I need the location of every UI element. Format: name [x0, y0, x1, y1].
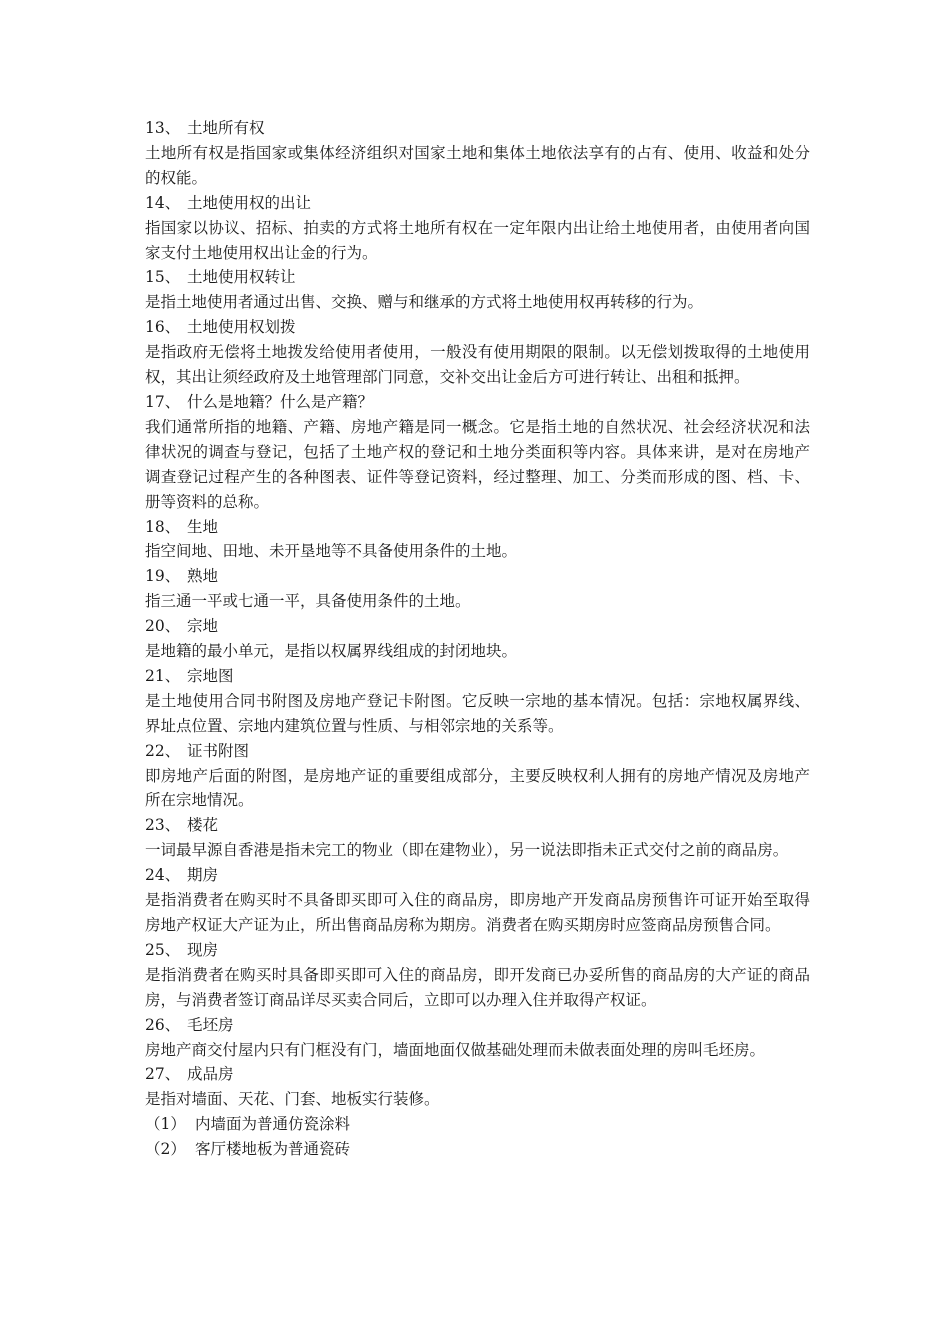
term-definition: 指国家以协议、招标、拍卖的方式将土地所有权在一定年限内出让给土地使用者，由使用者向国家支付土地使用权出让金的行为。 [145, 218, 810, 262]
sub-item [145, 1137, 810, 1162]
term-definition: 是指政府无偿将土地拨发给使用者使用，一般没有使用期限的限制。以无偿划拨取得的土地使用权，其出让须经政府及土地管理部门同意，交补交出让金后方可进行转让、出租和抵押。 [145, 343, 810, 387]
term-title: 熟地 [187, 567, 219, 586]
term-number: 14、 [145, 193, 181, 212]
term-20 [145, 614, 810, 664]
term-18 [145, 515, 810, 565]
term-title: 土地使用权划拨 [187, 318, 296, 337]
term-heading [145, 863, 810, 888]
term-heading [145, 564, 810, 589]
term-title: 毛坯房 [187, 1015, 234, 1034]
term-23 [145, 813, 810, 863]
term-heading [145, 390, 810, 415]
term-19 [145, 564, 810, 614]
sub-item-text: 内墙面为普通仿瓷涂料 [195, 1115, 351, 1134]
term-definition: 指空间地、田地、未开垦地等不具备使用条件的土地。 [145, 542, 518, 561]
term-definition: 房地产商交付屋内只有门框没有门，墙面地面仅做基础处理而未做表面处理的房叫毛坯房。 [145, 1040, 766, 1059]
term-number: 25、 [145, 940, 181, 959]
term-number: 24、 [145, 866, 181, 885]
term-definition: 是指消费者在购买时不具备即买即可入住的商品房，即房地产开发商品房预售许可证开始至取得房地产权证大产证为止，所出售商品房称为期房。消费者在购买期房时应签商品房预售合同。 [145, 891, 810, 934]
term-heading [145, 191, 810, 216]
term-number: 21、 [145, 666, 181, 685]
term-number: 15、 [145, 268, 181, 287]
sub-item-marker: （2） [145, 1140, 186, 1159]
term-number: 20、 [145, 617, 181, 636]
term-13 [145, 116, 810, 191]
term-definition: 土地所有权是指国家或集体经济组织对国家土地和集体土地依法享有的占有、使用、收益和处分的权能。 [145, 143, 810, 187]
term-21 [145, 664, 810, 739]
sub-item-text: 客厅楼地板为普通瓷砖 [195, 1140, 351, 1159]
term-definition: 即房地产后面的附图，是房地产证的重要组成部分，主要反映权利人拥有的房地产情况及房地产所在宗地情况。 [145, 766, 810, 810]
term-heading [145, 1013, 810, 1038]
term-definition: 是土地使用合同书附图及房地产登记卡附图。它反映一宗地的基本情况。包括：宗地权属界线、界址点位置、宗地内建筑位置与性质、与相邻宗地的关系等。 [145, 691, 810, 735]
term-heading [145, 739, 810, 764]
term-number: 23、 [145, 816, 181, 835]
term-title: 期房 [187, 866, 219, 885]
term-title: 成品房 [187, 1065, 234, 1084]
sub-item-marker: （1） [145, 1115, 186, 1134]
term-number: 22、 [145, 741, 181, 760]
term-heading [145, 315, 810, 340]
term-heading [145, 515, 810, 540]
term-22 [145, 739, 810, 814]
term-definition: 我们通常所指的地籍、产籍、房地产籍是同一概念。它是指土地的自然状况、社会经济状况和法律状况的调查与登记，包括了土地产权的登记和土地分类面积等内容。具体来讲，是对在房地产调查登记过程产生的各种图表、证件等登记资料，经过整理、加工、分类而形成的图、档、卡、册等资料的总称。 [145, 417, 810, 511]
term-title: 证书附图 [187, 741, 250, 760]
term-definition: 是指对墙面、天花、门套、地板实行装修。 [145, 1090, 440, 1109]
term-heading [145, 664, 810, 689]
term-definition: 是指土地使用者通过出售、交换、赠与和继承的方式将土地使用权再转移的行为。 [145, 293, 704, 312]
term-26 [145, 1013, 810, 1063]
term-definition: 是地籍的最小单元，是指以权属界线组成的封闭地块。 [145, 642, 518, 661]
term-25 [145, 938, 810, 1013]
term-14 [145, 191, 810, 266]
term-title: 土地使用权转让 [187, 268, 296, 287]
term-definition: 一词最早源自香港是指未完工的物业（即在建物业），另一说法即指未正式交付之前的商品房。 [145, 841, 789, 860]
term-title: 土地所有权 [187, 119, 265, 137]
term-title: 现房 [187, 940, 219, 959]
term-heading [145, 813, 810, 838]
term-title: 生地 [187, 517, 219, 536]
term-heading [145, 614, 810, 639]
term-title: 宗地 [187, 617, 219, 636]
term-number: 17、 [145, 392, 181, 411]
term-17 [145, 390, 810, 515]
term-heading [145, 938, 810, 963]
term-number: 27、 [145, 1065, 181, 1084]
sub-item [145, 1112, 810, 1137]
sub-item-list [145, 1112, 810, 1162]
term-number: 16、 [145, 318, 181, 337]
term-number: 18、 [145, 517, 181, 536]
term-number: 13、 [145, 119, 181, 137]
document-content [145, 116, 810, 1162]
term-title: 什么是地籍？什么是产籍？ [187, 392, 374, 411]
term-definition: 指三通一平或七通一平，具备使用条件的土地。 [145, 592, 471, 611]
term-heading [145, 116, 810, 141]
term-15 [145, 265, 810, 315]
term-heading [145, 1062, 810, 1087]
term-number: 26、 [145, 1015, 181, 1034]
term-title: 土地使用权的出让 [187, 193, 312, 212]
term-16 [145, 315, 810, 390]
term-title: 宗地图 [187, 666, 234, 685]
term-title: 楼花 [187, 816, 219, 835]
term-number: 19、 [145, 567, 181, 586]
term-heading [145, 265, 810, 290]
term-27 [145, 1062, 810, 1112]
term-definition: 是指消费者在购买时具备即买即可入住的商品房，即开发商已办妥所售的商品房的大产证的商品房，与消费者签订商品详尽买卖合同后，立即可以办理入住并取得产权证。 [145, 965, 810, 1009]
term-24 [145, 863, 810, 938]
